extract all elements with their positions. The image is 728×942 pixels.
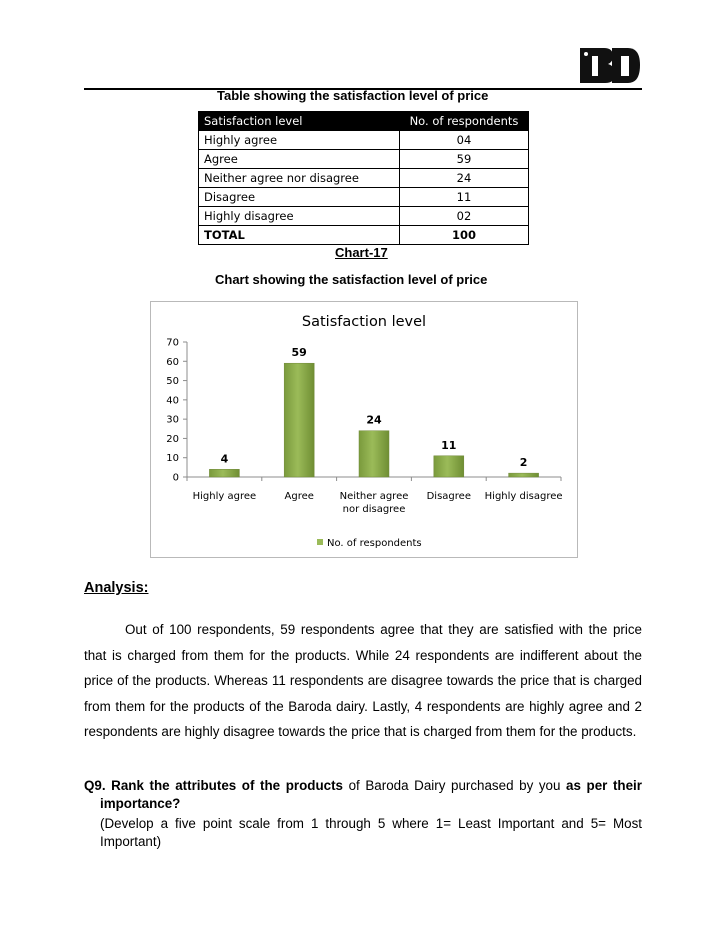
row-count: 02 [400,207,529,226]
legend-label: No. of respondents [327,538,422,549]
x-tick-label: Agree [284,491,314,502]
table-caption: Table showing the satisfaction level of price [217,88,489,103]
row-level: Agree [199,150,400,169]
data-label: 2 [519,456,528,470]
x-tick-label: Disagree [426,491,471,502]
row-level: Disagree [199,188,400,207]
x-tick-label: Neither agree [339,491,409,502]
y-tick-label: 70 [166,337,179,349]
bar [359,431,389,477]
x-tick-label: Highly agree [192,491,257,502]
table-row [199,169,529,188]
y-tick-label: 60 [166,356,179,368]
row-count: 59 [400,150,529,169]
chart-title: Satisfaction level [301,314,427,330]
bar [209,469,239,477]
y-tick-label: 30 [166,414,179,426]
y-tick-label: 50 [166,376,179,388]
satisfaction-table [198,111,529,245]
table-row [199,207,529,226]
table-header-row [199,112,529,131]
bar [284,363,314,477]
chart-container [150,301,578,558]
question-tail: as per their importance? [100,778,642,811]
row-count: 24 [400,169,529,188]
row-count: 04 [400,131,529,150]
chart-number: Chart-17 [335,245,388,260]
column-header-level: Satisfaction level [199,112,400,131]
data-label: 4 [220,452,229,466]
question-middle: of Baroda Dairy purchased by you [343,778,567,793]
y-tick-label: 0 [172,472,179,484]
total-count: 100 [400,226,529,245]
data-label: 59 [291,346,307,360]
chart-caption: Chart showing the satisfaction level of price [215,272,488,287]
column-header-count: No. of respondents [400,112,529,131]
bar-chart [151,302,577,557]
y-tick-label: 20 [166,433,179,445]
analysis-paragraph: Out of 100 respondents, 59 respondents agree that they are satisfied with the price that is charged from them for the products. While 24 respondents are indifferent about the price of the products. Whereas 11 respondents are disagree towards the price that is charged from them for the products of the Baroda dairy. Lastly, 4 respondents are highly agree and 2 respondents are highly disagree towards the price that is charged from them for the products. [84,622,642,740]
y-tick-label: 40 [166,395,179,407]
data-label: 24 [366,413,382,427]
table-row [199,131,529,150]
baroda-dairy-logo [574,44,644,86]
legend-swatch [317,539,323,545]
analysis-heading: Analysis: [84,580,149,596]
row-count: 11 [400,188,529,207]
question-note: (Develop a five point scale from 1 through 5 where 1= Least Important and 5= Most Important) [100,816,642,849]
total-label: TOTAL [199,226,400,245]
table-row [199,150,529,169]
x-tick-label: nor disagree [342,504,406,515]
question-lead: Q9. Rank the attributes of the products [84,778,344,793]
data-label: 11 [441,438,457,452]
bar [509,473,539,477]
table-row [199,188,529,207]
table-total-row [199,226,529,245]
question-9 [84,777,642,813]
row-level: Highly agree [199,131,400,150]
logo-text: BD [574,44,576,45]
x-tick-label: Highly disagree [484,491,563,502]
bar [434,456,464,477]
row-level: Highly disagree [199,207,400,226]
row-level: Neither agree nor disagree [199,169,400,188]
y-tick-label: 10 [166,453,179,465]
